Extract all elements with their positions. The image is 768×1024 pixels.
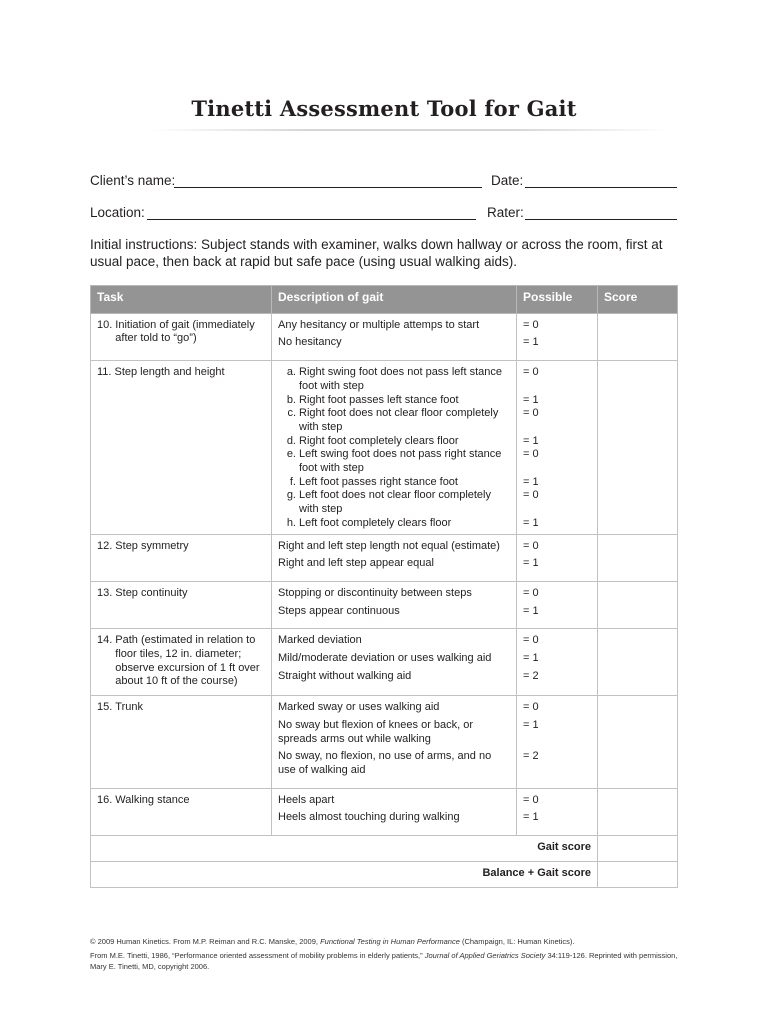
possible-cell [517,534,598,581]
task-number: 10. [97,318,113,331]
description-item: h. Left foot completely clears floor [286,516,452,529]
description-item: d. Right foot completely clears floor [286,434,459,447]
task-text: Step symmetry [115,539,189,552]
possible-value: = 0 [523,634,539,647]
header-description: Description of gait [272,286,517,314]
header-possible: Possible [517,286,598,314]
task-text: Trunk [115,701,144,714]
possible-value: = 0 [523,448,539,461]
possible-value: = 0 [523,489,539,502]
score-cell[interactable] [598,629,678,696]
description-item: Right and left step appear equal [278,557,434,570]
task-number: 14. [97,634,113,647]
table-row [91,581,678,628]
possible-value: = 0 [523,701,539,714]
description-cell [272,313,517,360]
location-field[interactable] [147,219,476,220]
possible-value: = 0 [523,366,539,379]
total-score-label: Balance + Gait score [91,861,598,887]
possible-cell [517,788,598,835]
task-number: 11. [97,366,112,379]
possible-value: = 0 [523,318,539,331]
possible-value: = 1 [523,516,539,529]
task-cell [91,629,272,696]
header-score: Score [598,286,678,314]
description-item: c. Right foot does not clear floor completely with step [287,407,499,433]
description-item: Steps appear continuous [278,604,400,617]
possible-cell [517,696,598,789]
possible-value: = 0 [523,586,539,599]
gait-score-cell[interactable] [598,836,678,862]
task-cell [91,696,272,789]
possible-value: = 2 [523,669,539,682]
score-cell[interactable] [598,313,678,360]
possible-value: = 1 [523,434,539,447]
table-row [91,629,678,696]
description-item: Stopping or discontinuity between steps [278,586,472,599]
possible-value: = 0 [523,539,539,552]
table-row [91,313,678,360]
possible-value: = 1 [523,336,539,349]
possible-value: = 1 [523,604,539,617]
score-cell[interactable] [598,788,678,835]
task-number: 16. [97,793,113,806]
possible-cell [517,629,598,696]
description-item: Heels apart [278,793,335,806]
score-cell[interactable] [598,581,678,628]
task-number: 12. [97,539,113,552]
table-row [91,788,678,835]
location-label: Location: [90,205,145,220]
task-cell [91,788,272,835]
page-title: Tinetti Assessment Tool for Gait [191,96,577,121]
table-row [91,696,678,789]
score-cell[interactable] [598,534,678,581]
description-item: a. Right swing foot does not pass left stance foot with step [286,366,503,392]
description-item: Straight without walking aid [278,669,412,682]
possible-value: = 0 [523,407,539,420]
client-name-field[interactable] [174,187,482,188]
description-cell [272,696,517,789]
task-number: 13. [97,586,113,599]
task-cell [91,313,272,360]
gait-score-label: Gait score [91,836,598,862]
task-cell [91,534,272,581]
description-cell [272,629,517,696]
possible-value: = 0 [523,793,539,806]
copyright-note: © 2009 Human Kinetics. From M.P. Reiman and R.C. Manske, 2009, Functional Testing in Human Performance (Champaign, IL: Human Kinetics). [90,937,575,946]
description-cell [272,788,517,835]
task-text: Step continuity [115,586,188,599]
rater-label: Rater: [487,205,524,220]
possible-cell [517,313,598,360]
score-cell[interactable] [598,696,678,789]
possible-value: = 1 [523,475,539,488]
source-note: From M.E. Tinetti, 1986, “Performance oriented assessment of mobility problems in elderly patients,” Journal of Applied Geriatrics Society 34:119-126. Reprinted with permission, Mary E. Tinetti, MD, copyright 2006. [90,951,678,971]
possible-value: = 2 [523,750,539,763]
table-row [91,361,678,534]
table-row [91,534,678,581]
task-text: Path (estimated in relation to floor tiles, 12 in. diameter; observe excursion of 1 ft over about 10 ft of the course) [115,634,260,688]
possible-value: = 1 [523,718,539,731]
rater-field[interactable] [525,219,677,220]
description-item: f. Left foot passes right stance foot [289,475,458,488]
description-item: Marked deviation [278,634,362,647]
description-item: Any hesitancy or multiple attemps to start [278,318,480,331]
table-header-row [91,286,678,314]
description-cell [272,361,517,534]
possible-cell [517,581,598,628]
total-score-cell[interactable] [598,861,678,887]
task-cell [91,361,272,534]
date-field[interactable] [525,187,677,188]
description-item: Heels almost touching during walking [278,811,460,824]
possible-value: = 1 [523,557,539,570]
task-cell [91,581,272,628]
description-item: No sway, no flexion, no use of arms, and no use of walking aid [278,750,492,776]
possible-value: = 1 [523,652,539,665]
description-item: Mild/moderate deviation or uses walking aid [278,652,492,665]
possible-cell [517,361,598,534]
description-item: g. Left foot does not clear floor completely with step [286,489,491,516]
gait-score-row [91,836,678,862]
possible-value: = 1 [523,811,539,824]
score-cell[interactable] [598,361,678,534]
description-item: b. Right foot passes left stance foot [286,393,459,406]
description-item: Marked sway or uses walking aid [278,701,440,714]
description-item: Right and left step length not equal (estimate) [278,539,500,552]
instructions-text: Initial instructions: Subject stands with examiner, walks down hallway or across the room, first at usual pace, then back at rapid but safe pace (using usual walking aids). [90,237,663,269]
task-text: Walking stance [115,793,190,806]
gait-table [90,285,678,888]
description-item: e. Left swing foot does not pass right stance foot with step [286,448,502,475]
title-divider [150,129,670,131]
date-label: Date: [491,173,524,188]
total-score-row [91,861,678,887]
header-task: Task [91,286,272,314]
possible-value: = 1 [523,393,539,406]
description-cell [272,534,517,581]
description-item: No hesitancy [278,336,342,349]
client-name-label: Client’s name: [90,173,176,188]
description-cell [272,581,517,628]
description-item: No sway but flexion of knees or back, or spreads arms out while walking [278,718,474,745]
task-number: 15. [97,701,113,714]
task-text: Step length and height [114,366,225,379]
task-text: Initiation of gait (immediately after told to “go”) [115,318,255,345]
